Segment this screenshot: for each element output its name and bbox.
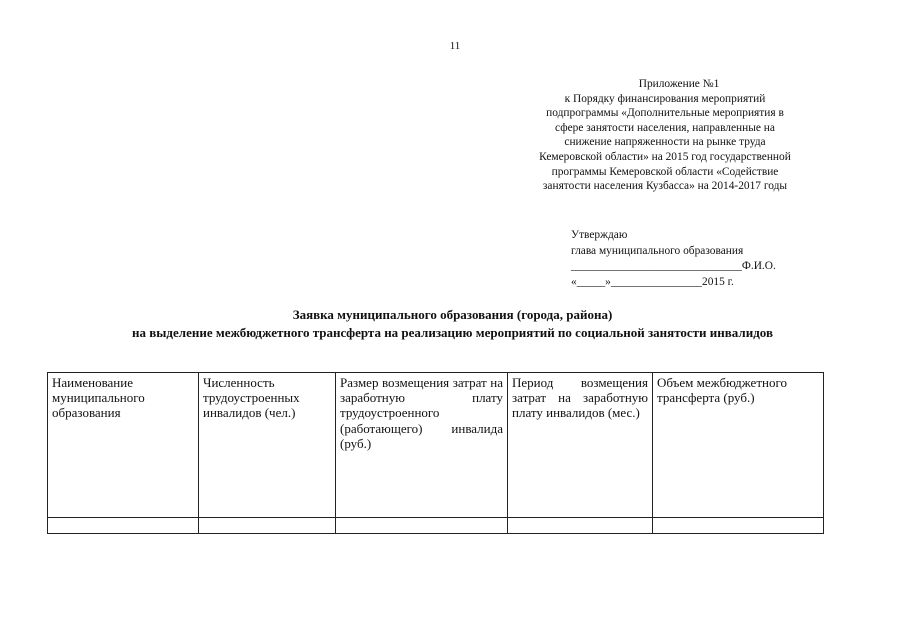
appendix-line: сфере занятости населения, направленные на bbox=[555, 121, 775, 134]
table-cell[interactable] bbox=[653, 518, 824, 534]
date-line: «_____»________________2015 г. bbox=[571, 275, 734, 288]
appendix-line: программы Кемеровской области «Содействие bbox=[551, 165, 779, 178]
title-line-1: Заявка муниципального образования (города, района) bbox=[292, 307, 613, 322]
approval-label: Утверждаю bbox=[571, 229, 628, 241]
table-header-row bbox=[48, 373, 824, 518]
signature-line: ______________________________Ф.И.О. bbox=[571, 260, 776, 272]
approval-block bbox=[571, 228, 791, 290]
appendix-block bbox=[515, 77, 815, 194]
page-number: 11 bbox=[449, 40, 461, 52]
table-cell[interactable] bbox=[48, 518, 199, 534]
table-cell[interactable] bbox=[336, 518, 508, 534]
appendix-line: подпрограммы «Дополнительные мероприятия в bbox=[546, 107, 784, 120]
table-cell[interactable] bbox=[199, 518, 336, 534]
appendix-line: снижение напряженности на рынке труда bbox=[564, 136, 766, 149]
appendix-line: к Порядку финансирования мероприятий bbox=[564, 92, 766, 105]
header-compensation-amount: Размер возмещения затрат на заработную плату трудоустроенного (работающего) инвалида (руб.) bbox=[336, 373, 508, 518]
header-municipality: Наименование муниципального образования bbox=[48, 373, 199, 518]
table-row bbox=[48, 518, 824, 534]
table-cell[interactable] bbox=[508, 518, 653, 534]
header-transfer-volume: Объем межбюджетного трансферта (руб.) bbox=[653, 373, 824, 518]
appendix-line: Кемеровской области» на 2015 год государственной bbox=[539, 150, 791, 163]
appendix-title: Приложение №1 bbox=[638, 78, 720, 90]
document-title bbox=[40, 306, 865, 342]
appendix-line: занятости населения Кузбасса» на 2014-2017 годы bbox=[542, 180, 788, 193]
header-compensation-period: Период возмещения затрат на заработную плату инвалидов (мес.) bbox=[508, 373, 653, 518]
request-table bbox=[47, 372, 824, 534]
title-line-2: на выделение межбюджетного трансферта на реализацию мероприятий по социальной занятости инвалидов bbox=[132, 325, 773, 340]
approval-position: глава муниципального образования bbox=[571, 244, 744, 257]
header-employed-count: Численность трудоустроенных инвалидов (чел.) bbox=[199, 373, 336, 518]
